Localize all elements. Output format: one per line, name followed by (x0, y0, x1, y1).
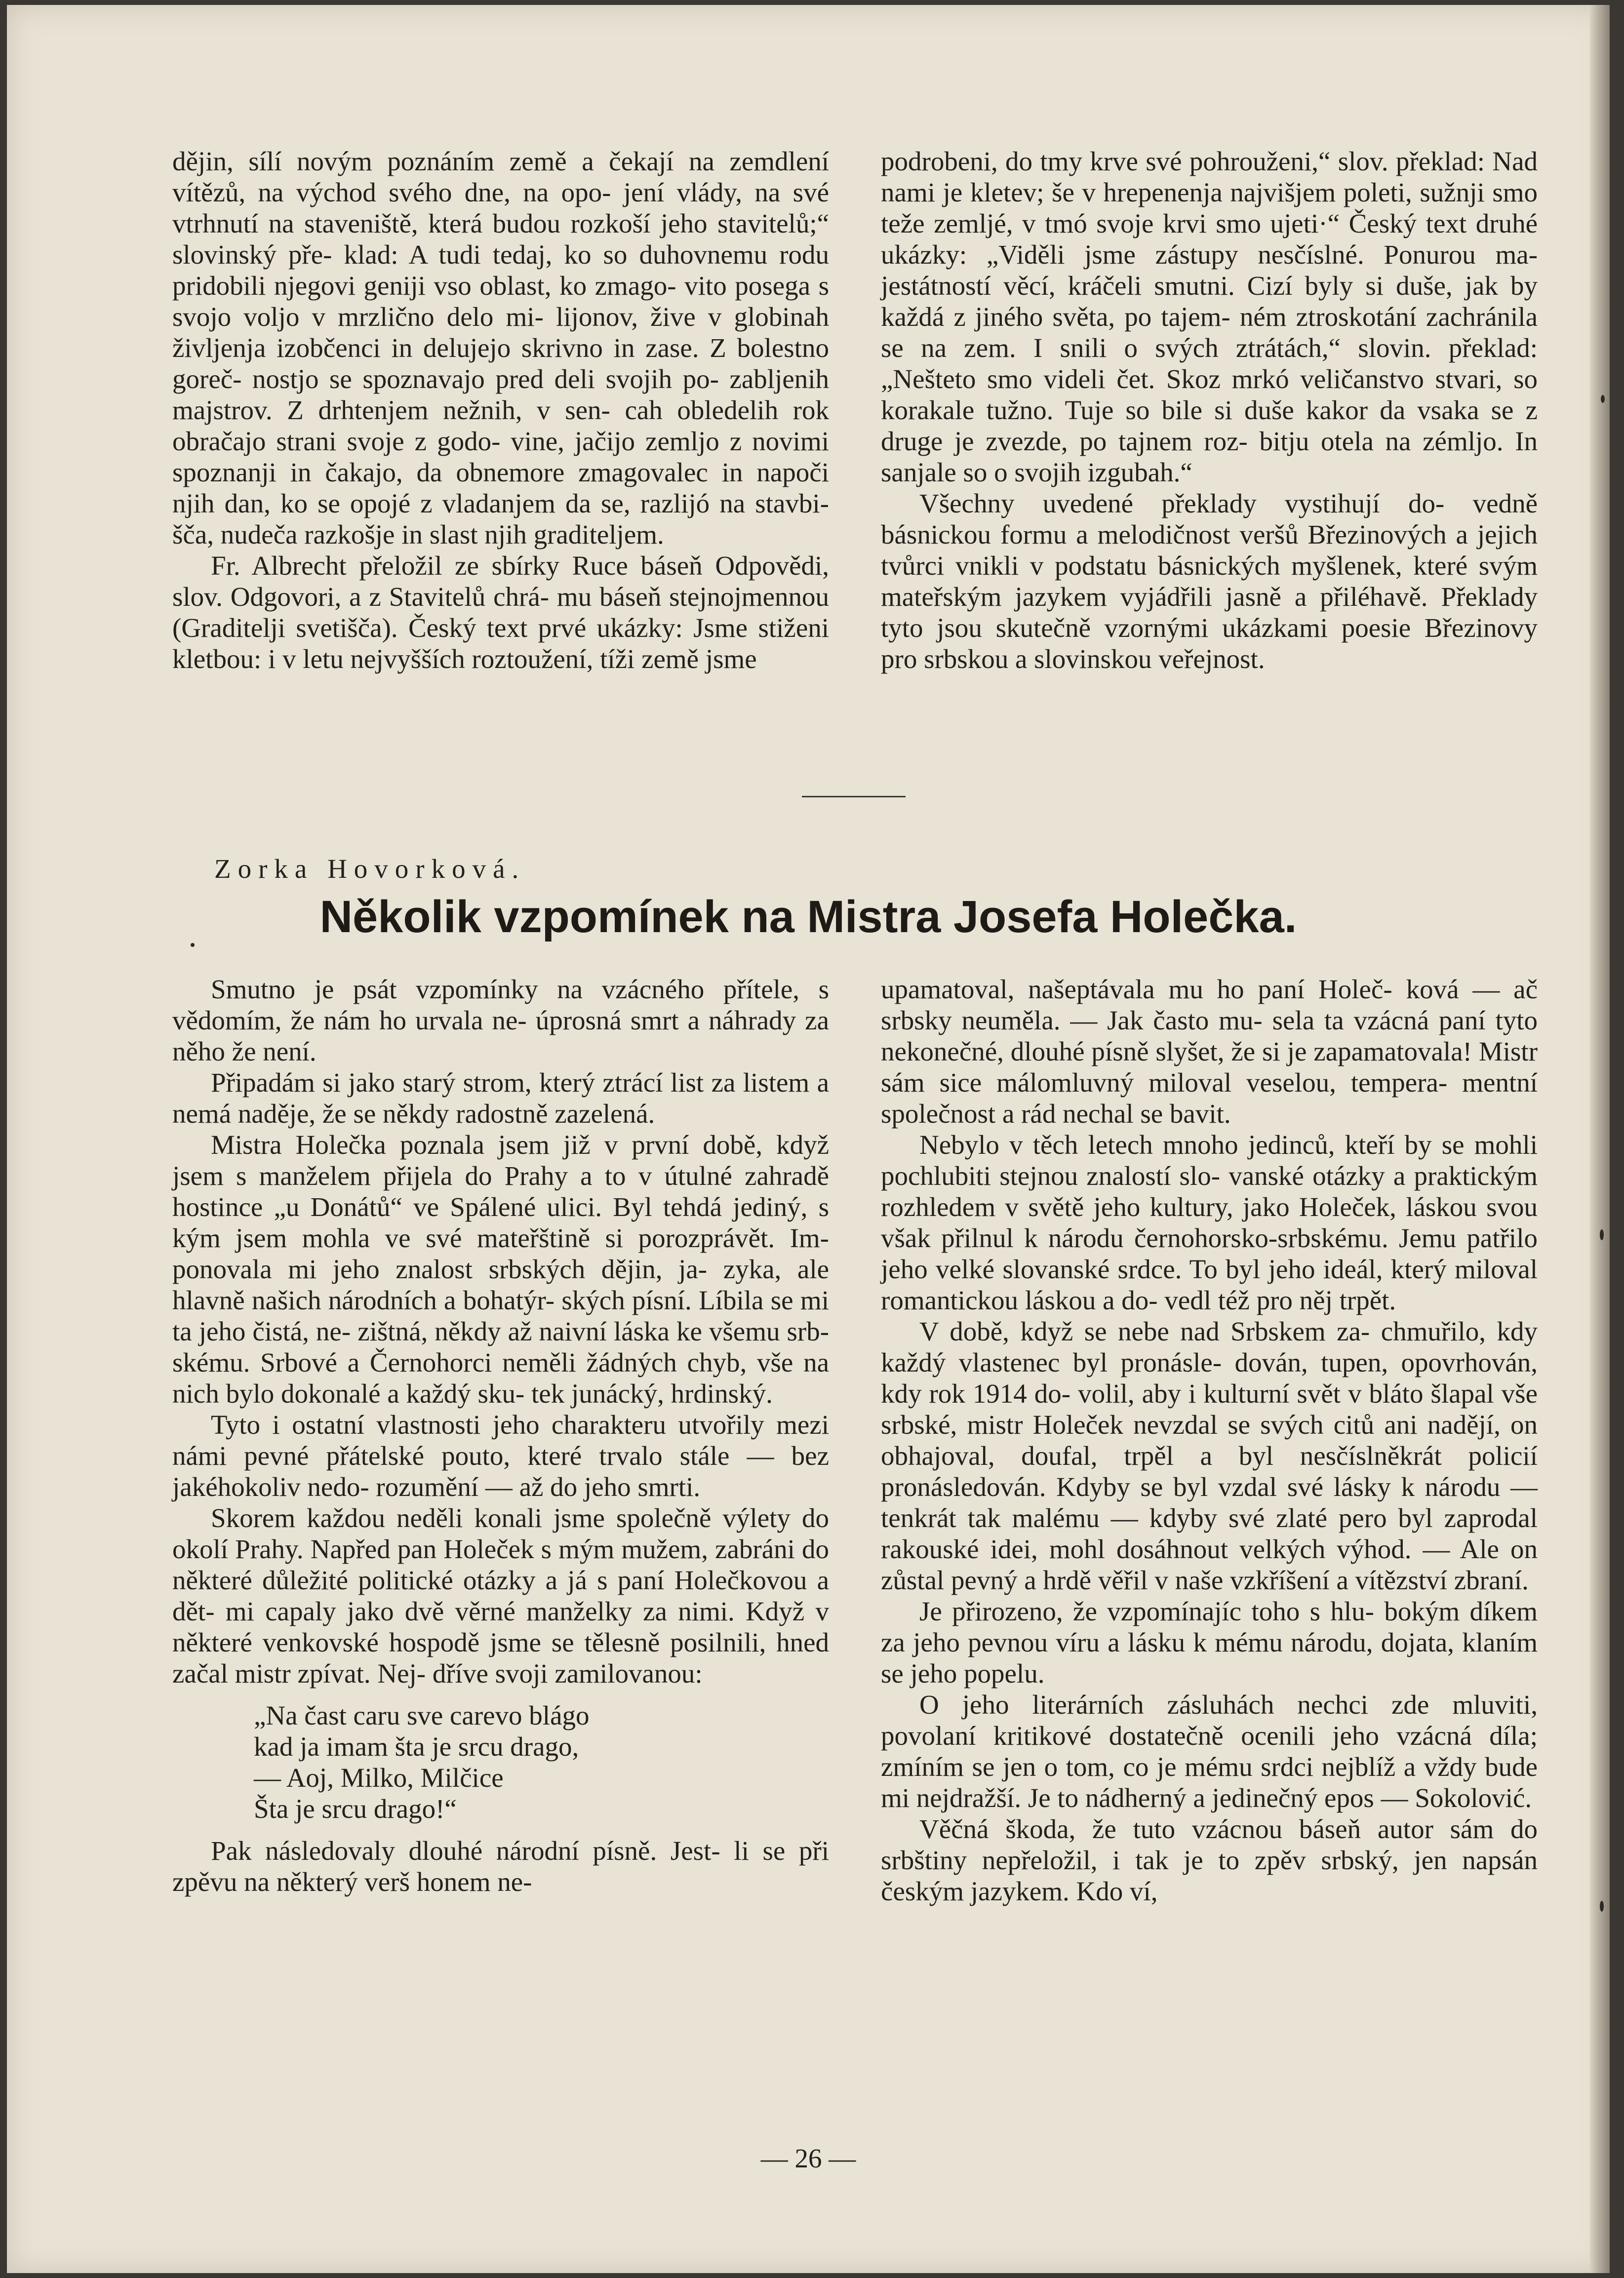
text-line: dován, tupen, opovrhován, kdy rok 1914 do- (881, 1347, 1538, 1409)
text-line: V době, když se nebe nad Srbskem za- (919, 1316, 1370, 1346)
text-line: jení vlády, na své vtrhnutí na staveniště, která (172, 177, 829, 238)
text-line: mluviti, povolaní kritikové dostatečně ocenili (881, 1689, 1538, 1751)
text-line: s mým mužem, zabráni do některé důležité (172, 1534, 830, 1595)
text-line: Fr. Albrecht přeložil ze sbírky Ruce báseň (211, 550, 703, 581)
text-line: Věčná škoda, že tuto vzácnou báseň autor (919, 1814, 1433, 1844)
text-line: sice málomluvný miloval veselou, tempera- (939, 1067, 1448, 1098)
text-line: skému. Srbové a Černohorci neměli žádných (172, 1347, 677, 1377)
text-line: tělesně posilnili, hned začal mistr zpívat. Nej- (172, 1627, 830, 1689)
text-line: vedl též pro něj trpět. (1164, 1285, 1396, 1315)
text-line: přilnul k národu černohorsko-srbskému. Jemu (941, 1223, 1457, 1253)
text-line: přítele, s vědomím, že nám ho urvala ne- (172, 974, 830, 1035)
text-line: da obnemore zmagovalec in napoči njih dan, (172, 457, 829, 518)
text-line: ková — ač srbsky neuměla. — Jak často mu- (881, 974, 1538, 1035)
section-divider (802, 796, 906, 797)
text-line: zištná, někdy až naivní láska ke všemu srb- (357, 1316, 830, 1346)
text-line: ani nadějí, on obhajoval, doufal, trpěl a byl (881, 1410, 1538, 1471)
text-line: smo videli čet. Skoz mrkó veličanstvo stvari, (987, 364, 1503, 394)
verse-line: kad ja imam šta je srcu drago, (254, 1731, 579, 1762)
page-edge (1590, 5, 1610, 2273)
text-line: list za listem a nemá naděje, že se někdy (172, 1067, 830, 1129)
verse-line: „Na čast caru sve carevo blágo (254, 1700, 590, 1730)
text-line: da vsaka se z druge je zvezde, po tajnem roz- (881, 395, 1538, 456)
text-line: upamatoval, našeptávala mu ho paní Holeč- (881, 974, 1392, 1004)
text-line: budou rozkoší jeho stavitelů;“ slovinský pře- (172, 208, 830, 270)
text-line: vedně básnickou formu a melodičnost veršů (881, 488, 1538, 550)
text-line: a to v útulné zahradě hostince „u Donátů“ (172, 1161, 829, 1222)
article-author: Zorka Hovorková. (214, 854, 526, 884)
verse-line: — Aoj, Milko, Milčice (254, 1763, 504, 1793)
text-line: vito posega s svojo voljo v mrzlično delo mi- (172, 271, 829, 332)
text-line: izgubah.“ (1087, 457, 1192, 487)
text-line: ponovala mi jeho znalost srbských dějin, ja- (172, 1254, 708, 1284)
text-line: jeho vzácná díla; zmíním se jen o tom, co je (881, 1721, 1538, 1782)
text-line: svoje krvi smo ujeti·“ Český text druhé ukázky: (881, 208, 1538, 270)
print-speck (191, 943, 195, 947)
text-line: byl vzdal své lásky k národu — tenkrát tak (881, 1472, 1538, 1533)
text-line: tek junácký, hrdinský. (531, 1378, 773, 1409)
text-line: úprosná smrt a náhrady za něho že není. (172, 1005, 830, 1066)
text-line: jeho kultury, jako Holeček, láskou svou však (881, 1192, 1538, 1253)
text-line: sám do srbštiny nepřeložil, i tak je to zpěv (881, 1814, 1538, 1875)
print-speck (1601, 395, 1605, 403)
text-line: zemdlení vítězů, na východ svého dne, na opo- (172, 146, 830, 207)
text-line: rozumění — až do jeho smrti. (376, 1472, 701, 1502)
text-line: in delujejo skrivno in zase. Z bolestno goreč- (172, 333, 829, 394)
text-line: Český text prvé ukázky: Jsme stiženi kletbou: (172, 613, 830, 674)
text-line: Březinovy pro srbskou a slovinskou veřejnost. (881, 613, 1538, 674)
text-line: by se mohli pochlubiti stejnou znalostí slo- (881, 1130, 1538, 1191)
text-line: O jeho literárních zásluhách nechci zde (919, 1689, 1429, 1720)
text-line: malému — kdyby své zlaté pero byl zaprodal (1012, 1503, 1538, 1533)
text-line: rakouské idei, mohl dosáhnout velkých výhod. (881, 1534, 1412, 1564)
text-line: Odpovědi, slov. Odgovori, a z Stavitelů chrá- (172, 550, 830, 612)
text-line: klad: A tudi tedaj, ko so duhovnemu rodu (344, 239, 829, 270)
text-line: podrobeni, do tmy krve své pohrouženi,“ slov. (881, 146, 1388, 176)
text-line: dějin, sílí novým poznáním země a čekají na (172, 146, 714, 176)
text-line: politické otázky a já s paní Holečkovou a dět- (172, 1565, 829, 1626)
text-line: výlety do okolí Prahy. Napřed pan Holeček (172, 1503, 829, 1564)
text-line: k mému národu, dojata, klaním se jeho popelu. (881, 1627, 1538, 1689)
text-line: volil, aby i kulturní svět v bláto šlapal vše (1078, 1378, 1538, 1409)
text-line: li se při zpěvu na některý verš honem ne- (172, 1836, 830, 1897)
bottom-left-column (172, 974, 829, 1897)
text-line: básnických myšlenek, které svým mateřským (881, 550, 1538, 612)
article-title: Několik vzpomínek na Mistra Josefa Holečka. (319, 892, 1297, 942)
text-line: Březinových a jejich tvůrci vnikli v podstatu (881, 519, 1538, 581)
text-line: jestátností věcí, kráčeli smutni. Cizí byly si (881, 271, 1384, 301)
text-line: bitju otela na zémljo. In sanjale so o svojih (881, 426, 1538, 487)
text-line: cah obledelih rok obračajo strani svoje z godo- (172, 395, 829, 456)
text-line: tyto jsou skutečně vzornými ukázkami poesie (881, 613, 1411, 643)
text-line: lijonov, žive v globinah življenja izobčenci (172, 302, 829, 363)
text-line: jazykem vyjádřili jasně a přiléhavě. Překlady (1015, 582, 1538, 612)
text-line: duše, jak by každá z jiného světa, po tajem- (881, 271, 1538, 332)
text-line: době, když jsem s manželem přijela do Prahy (172, 1130, 829, 1191)
text-line: chyb, vše na nich bylo dokonalé a každý sku- (172, 1347, 830, 1409)
text-line: Skorem každou neděli konali jsme společně (211, 1503, 712, 1533)
text-line: Pak následovaly dlouhé národní písně. Jest- (211, 1836, 720, 1866)
page (7, 5, 1610, 2273)
text-line: Tyto i ostatní vlastnosti jeho charakteru (211, 1410, 666, 1440)
text-line: Všechny uvedené překlady vystihují do- (919, 488, 1445, 518)
text-line: vzkříšení a vítězství zbraní. (1230, 1565, 1529, 1595)
text-line: i v letu nejvyšších roztoužení, tíži země jsme (268, 644, 757, 674)
text-line: so korakale tužno. Tuje so bile si duše kakor (881, 364, 1538, 425)
text-line: bokým díkem za jeho pevnou víru a lásku (881, 1596, 1538, 1657)
text-line: radostně zazelená. (456, 1099, 655, 1129)
text-line: Mistra Holečka poznala jsem již v první (211, 1130, 689, 1160)
text-line: chmuřilo, kdy každý vlastenec byl pronásle- (881, 1316, 1538, 1377)
text-line: Smutno je psát vzpomínky na vzácného (211, 974, 705, 1004)
text-line: Je přirozeno, že vzpomínajíc toho s hlu- (919, 1596, 1374, 1626)
text-line: zyka, ale hlavně našich národních a bohatýr- (172, 1254, 830, 1315)
text-line: najvišjem poleti, sužnji smo teže zemljé, v tmó (881, 177, 1538, 238)
bottom-right-column (881, 974, 1538, 1907)
text-line: dříve svoji zamilovanou: (432, 1658, 703, 1689)
text-line: pridobili njegovi geniji vso oblast, ko zmago- (172, 271, 676, 301)
text-line: vanské otázky a praktickým rozhledem v světě (881, 1161, 1538, 1222)
text-line: mi capaly jako dvě věrné manželky za nimi. (225, 1596, 735, 1626)
text-line: písně slyšet, že si je zapamatovala! Mistr sám (881, 1036, 1538, 1098)
top-right-column (881, 146, 1538, 674)
text-line: mentní společnost a rád nechal se bavit. (881, 1067, 1538, 1129)
text-line: sela ta vzácná paní tyto nekonečné, dlouhé (881, 1005, 1538, 1066)
text-line: o svých ztrátách,“ slovin. překlad: „Nešteto (881, 333, 1538, 394)
text-line: ko se opojé z vladanjem da se, razlijó na stavbi- (280, 488, 829, 518)
text-line: mému srdci nejblíž a vždy bude mi nejdražší. (881, 1752, 1538, 1813)
text-line: srbské, mistr Holeček nevzdal se svých citů (881, 1410, 1375, 1440)
verse-line: Šta je srcu drago!“ (254, 1794, 457, 1824)
text-line: mohla ve své mateřštině si porozprávět. Im- (302, 1223, 829, 1253)
page-number: — 26 — (760, 2143, 856, 2173)
text-line: Když v některé venkovské hospodě jsme se (172, 1596, 829, 1657)
text-line: ských písní. Líbila se mi ta jeho čistá, ne- (172, 1285, 829, 1346)
text-line: mu báseň stejnojmennou (Graditelji svetišča). (172, 582, 830, 643)
text-line: nesčíslněkrát policií pronásledován. Kdyby se (881, 1441, 1538, 1502)
text-line: šča, nudeča razkošje in slast njih graditeljem. (172, 519, 664, 550)
text-line: srbský, jen napsán českým jazykem. Kdo ví, (881, 1845, 1538, 1906)
text-line: nostjo se spoznavajo pred deli svojih po- (252, 364, 719, 394)
print-speck (1600, 1229, 1604, 1240)
text-line: Nebylo v těch letech mnoho jedinců, kteří (919, 1130, 1395, 1160)
text-line: ve Spálené ulici. Byl tehdá jediný, s kým jsem (172, 1192, 830, 1253)
song-verse (254, 1700, 829, 1824)
print-speck (1600, 1901, 1604, 1912)
text-line: utvořily mezi námi pevné přátelské pouto, (172, 1410, 829, 1471)
text-line: Připadám si jako starý strom, který ztrácí (211, 1067, 663, 1098)
text-line: překlad: Nad nami je kletev; še v hrepenenja (881, 146, 1538, 207)
text-line: vine, jačijo zemljo z novimi spoznanji in čakajo, (172, 426, 829, 487)
top-left-column (172, 146, 829, 674)
text-line: patřilo jeho velké slovanské srdce. To byl jeho (881, 1223, 1538, 1284)
text-line: ném ztroskotání zachránila se na zem. I snili (881, 302, 1538, 363)
text-line: zabljenih majstrov. Z drhtenjem nežnih, v sen- (172, 364, 830, 425)
text-line: ideál, který miloval romantickou láskou a do- (881, 1254, 1538, 1315)
text-line: Je to nádherný a jedinečný epos — Sokolović. (1028, 1783, 1532, 1813)
text-line: — Ale on zůstal pevný a hrdě věřil v naše (881, 1534, 1538, 1595)
text-line: „Viděli jsme zástupy nesčíslné. Ponurou ma- (986, 239, 1538, 270)
text-line: které trvalo stále — bez jakéhokoliv nedo- (172, 1441, 829, 1502)
